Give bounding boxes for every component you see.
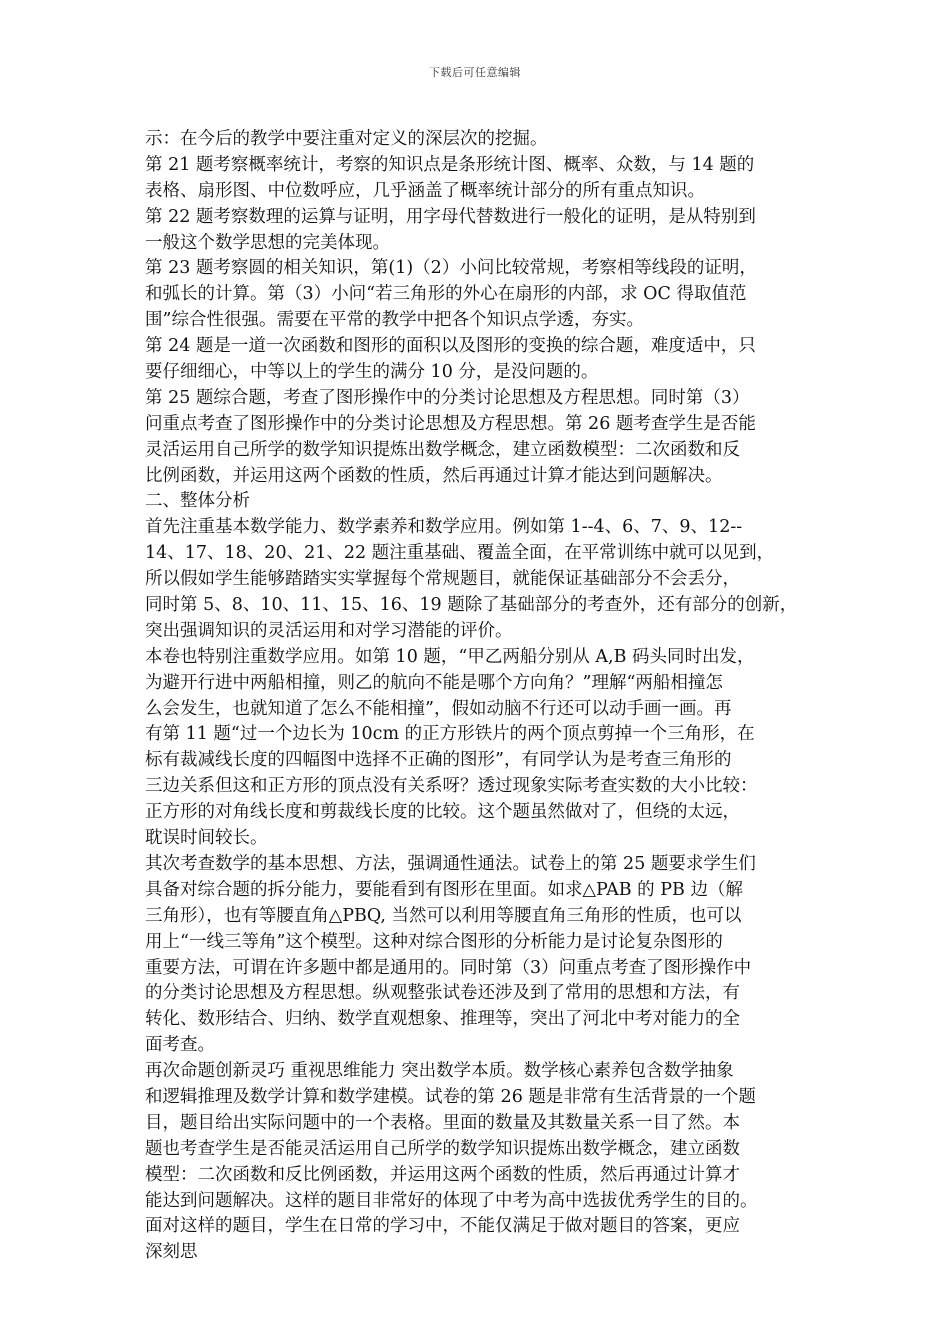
body-line: 能达到问题解决。这样的题目非常好的体现了中考为高中选拔优秀学生的目的。 <box>145 1190 758 1211</box>
body-line: 第 21 题考察概率统计，考察的知识点是条形统计图、概率、众数，与 14 题的 <box>145 154 755 175</box>
body-line: 和弧长的计算。第（3）小问“若三角形的外心在扇形的内部，求 OC 得取值范 <box>145 284 747 305</box>
body-line: 为避开行进中两船相撞，则乙的航向不能是哪个方向角？”理解“两船相撞怎 <box>145 672 723 693</box>
page-header: 下载后可任意编辑 <box>429 66 521 79</box>
body-line: 同时第 5、8、10、11、15、16、19 题除了基础部分的考查外，还有部分的创新， <box>145 595 798 616</box>
body-line: 有第 11 题“过一个边长为 10cm 的正方形铁片的两个顶点剪掉一个三角形，在 <box>145 724 755 745</box>
body-line: 具备对综合题的拆分能力，要能看到有图形在里面。如求△PAB 的 PB 边（解 <box>145 879 743 900</box>
body-line: 表格、扇形图、中位数呼应，几乎涵盖了概率统计部分的所有重点知识。 <box>145 180 705 201</box>
body-line: 首先注重基本数学能力、数学素养和数学应用。例如第 1--4、6、7、9、12-- <box>145 517 743 538</box>
body-line: 转化、数形结合、归纳、数学直观想象、推理等，突出了河北中考对能力的全 <box>145 1009 740 1030</box>
body-line: 深刻思 <box>145 1242 198 1263</box>
document-body <box>145 127 821 1266</box>
body-line: 三边关系但这和正方形的顶点没有关系呀？透过现象实际考查实数的大小比较： <box>145 776 758 797</box>
body-line: 一般这个数学思想的完美体现。 <box>145 232 390 253</box>
body-line: 么会发生，也就知道了怎么不能相撞”，假如动脑不行还可以动手画一画。再 <box>145 698 732 719</box>
body-line: 围”综合性很强。需要在平常的教学中把各个知识点学透，夯实。 <box>145 310 644 331</box>
body-line: 本卷也特别注重数学应用。如第 10 题，“甲乙两船分别从 A,B 码头同时出发， <box>145 646 755 667</box>
body-line: 面考查。 <box>145 1035 215 1056</box>
body-line: 要仔细细心，中等以上的学生的满分 10 分，是没问题的。 <box>145 362 599 383</box>
body-line: 问重点考查了图形操作中的分类讨论思想及方程思想。第 26 题考查学生是否能 <box>145 413 756 434</box>
body-line: 灵活运用自己所学的数学知识提炼出数学概念，建立函数模型：二次函数和反 <box>145 439 740 460</box>
body-line: 耽误时间较长。 <box>145 828 268 849</box>
body-line: 的分类讨论思想及方程思想。纵观整张试卷还涉及到了常用的思想和方法，有 <box>145 983 740 1004</box>
body-line: 标有裁减线长度的四幅图中选择不正确的图形”，有同学认为是考查三角形的 <box>145 750 732 771</box>
body-line: 示：在今后的教学中要注重对定义的深层次的挖掘。 <box>145 129 548 149</box>
body-line: 14、17、18、20、21、22 题注重基础、覆盖全面，在平常训练中就可以见到， <box>145 543 775 564</box>
body-line: 二、整体分析 <box>145 491 250 512</box>
body-line: 比例函数，并运用这两个函数的性质，然后再通过计算才能达到问题解决。 <box>145 465 723 486</box>
body-line: 第 23 题考察圆的相关知识，第(1)（2）小问比较常规，考察相等线段的证明， <box>145 258 757 279</box>
body-line: 三角形），也有等腰直角△PBQ, 当然可以利用等腰直角三角形的性质，也可以 <box>145 905 742 926</box>
body-line: 和逻辑推理及数学计算和数学建模。试卷的第 26 题是非常有生活背景的一个题 <box>145 1086 756 1107</box>
body-line: 第 25 题综合题，考查了图形操作中的分类讨论思想及方程思想。同时第（3） <box>145 387 750 408</box>
body-line: 题也考查学生是否能灵活运用自己所学的数学知识提炼出数学概念，建立函数 <box>145 1138 740 1159</box>
body-line: 再次命题创新灵巧 重视思维能力 突出数学本质。数学核心素养包含数学抽象 <box>145 1061 734 1082</box>
body-line: 面对这样的题目，学生在日常的学习中，不能仅满足于做对题目的答案，更应 <box>145 1216 740 1237</box>
body-line: 模型：二次函数和反比例函数，并运用这两个函数的性质，然后再通过计算才 <box>145 1164 740 1185</box>
body-line: 重要方法，可谓在许多题中都是通用的。同时第（3）问重点考查了图形操作中 <box>145 957 752 978</box>
body-line: 用上“一线三等角”这个模型。这种对综合图形的分析能力是讨论复杂图形的 <box>145 931 723 952</box>
body-line: 目，题目给出实际问题中的一个表格。里面的数量及其数量关系一目了然。本 <box>145 1112 740 1133</box>
body-line: 所以假如学生能够踏踏实实掌握每个常规题目，就能保证基础部分不会丢分， <box>145 569 740 590</box>
body-line: 正方形的对角线长度和剪裁线长度的比较。这个题虽然做对了，但绕的太远， <box>145 802 740 823</box>
body-line: 突出强调知识的灵活运用和对学习潜能的评价。 <box>145 620 513 641</box>
body-line: 其次考查数学的基本思想、方法，强调通性通法。试卷上的第 25 题要求学生们 <box>145 853 756 874</box>
body-line: 第 24 题是一道一次函数和图形的面积以及图形的变换的综合题，难度适中，只 <box>145 336 756 357</box>
body-line: 第 22 题考察数理的运算与证明，用字母代替数进行一般化的证明，是从特别到 <box>145 206 756 227</box>
